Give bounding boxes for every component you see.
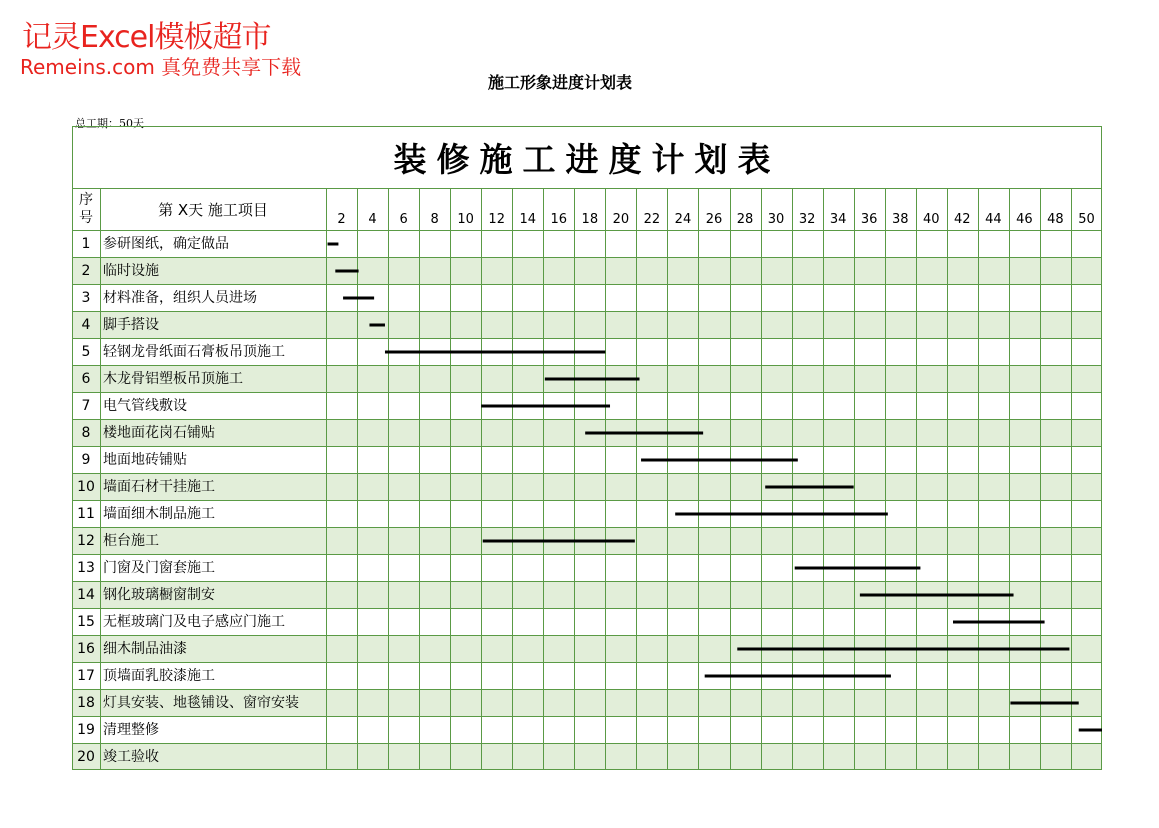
- task-seq: 13: [77, 560, 95, 576]
- day-label: 18: [581, 212, 599, 227]
- task-seq: 11: [77, 506, 95, 522]
- task-seq: 18: [77, 695, 95, 711]
- gantt-bar: [737, 648, 1069, 651]
- gantt-bar: [481, 405, 610, 408]
- gantt-sheet: [72, 126, 1102, 770]
- task-name: 清理整修: [103, 722, 159, 738]
- watermark-site: Remeins.com 真免费共享下载: [20, 55, 302, 79]
- task-seq: 6: [81, 371, 91, 387]
- day-label: 12: [488, 212, 505, 227]
- header-task: 第 X天 施工项目: [158, 200, 268, 219]
- task-name: 墙面石材干挂施工: [103, 479, 215, 495]
- day-label: 20: [612, 212, 630, 227]
- day-label: 50: [1078, 212, 1095, 227]
- task-name: 灯具安装、地毯铺设、窗帘安装: [103, 695, 299, 711]
- task-seq: 17: [77, 668, 95, 684]
- gantt-bar: [335, 270, 358, 273]
- document-title: 施工形象进度计划表: [487, 73, 632, 92]
- day-label: 38: [891, 212, 909, 227]
- gantt-bar: [795, 567, 921, 570]
- task-name: 临时设施: [103, 263, 159, 279]
- gantt-bar: [385, 351, 605, 354]
- gantt-bar: [1079, 729, 1102, 732]
- task-seq: 7: [81, 398, 91, 414]
- task-seq: 8: [81, 425, 91, 441]
- day-label: 6: [399, 212, 408, 227]
- day-label: 26: [705, 212, 723, 227]
- day-label: 34: [829, 212, 847, 227]
- day-label: 28: [736, 212, 754, 227]
- watermark-brand: 记灵Excel模板超市: [22, 20, 271, 55]
- gantt-bar: [343, 297, 374, 300]
- gantt-bar: [953, 621, 1045, 624]
- gantt-bar: [483, 540, 635, 543]
- task-name: 细木制品油漆: [103, 641, 187, 657]
- task-name: 脚手搭设: [103, 317, 159, 333]
- task-seq: 5: [81, 344, 91, 360]
- sheet-title: 装修施工进度计划表: [393, 139, 781, 179]
- task-seq: 2: [81, 263, 91, 279]
- task-name: 木龙骨铝塑板吊顶施工: [103, 371, 243, 387]
- day-label: 30: [767, 212, 785, 227]
- task-name: 墙面细木制品施工: [103, 506, 215, 522]
- gantt-bar: [369, 324, 385, 327]
- task-name: 柜台施工: [103, 533, 159, 549]
- total-period-label: 总工期：50天: [75, 117, 144, 130]
- task-seq: 16: [77, 641, 95, 657]
- day-label: 40: [922, 212, 940, 227]
- gantt-bar: [860, 594, 1014, 597]
- task-name: 钢化玻璃橱窗制安: [103, 587, 215, 603]
- gantt-bar: [545, 378, 640, 381]
- gantt-bar: [641, 459, 798, 462]
- task-name: 门窗及门窗套施工: [103, 560, 215, 576]
- day-label: 48: [1047, 212, 1064, 227]
- gantt-bar: [585, 432, 703, 435]
- task-name: 地面地砖铺贴: [103, 452, 187, 468]
- task-name: 电气管线敷设: [103, 398, 187, 414]
- gantt-bar: [1010, 702, 1078, 705]
- gantt-bar: [675, 513, 888, 516]
- day-label: 2: [337, 212, 346, 227]
- day-label: 22: [643, 212, 661, 227]
- day-label: 44: [985, 212, 1002, 227]
- day-label: 14: [519, 212, 537, 227]
- header-seq-char-2: 号: [79, 210, 93, 226]
- day-label: 10: [457, 212, 474, 227]
- day-label: 46: [1016, 212, 1033, 227]
- task-seq: 14: [77, 587, 95, 603]
- task-seq: 12: [77, 533, 95, 549]
- task-seq: 10: [77, 479, 95, 495]
- task-seq: 19: [77, 722, 95, 738]
- task-seq: 4: [81, 317, 91, 333]
- task-seq: 20: [77, 749, 95, 765]
- header-seq: [72, 188, 100, 230]
- task-seq: 15: [77, 614, 95, 630]
- gantt-bar: [328, 243, 339, 246]
- task-seq: 3: [81, 290, 91, 306]
- task-name: 竣工验收: [103, 749, 159, 765]
- day-label: 4: [368, 212, 377, 227]
- task-name: 材料准备，组织人员进场: [103, 290, 257, 306]
- day-label: 36: [860, 212, 878, 227]
- task-seq: 9: [81, 452, 91, 468]
- header-seq-char-1: 序: [79, 192, 93, 208]
- task-name: 参研图纸，确定做品: [103, 236, 229, 252]
- gantt-bar: [705, 675, 891, 678]
- task-name: 轻钢龙骨纸面石膏板吊顶施工: [103, 344, 285, 360]
- day-label: 24: [674, 212, 692, 227]
- day-label: 32: [798, 212, 816, 227]
- task-seq: 1: [81, 236, 91, 252]
- task-name: 无框玻璃门及电子感应门施工: [103, 614, 285, 630]
- day-label: 16: [550, 212, 568, 227]
- task-name: 楼地面花岗石铺贴: [103, 425, 215, 441]
- day-label: 42: [954, 212, 971, 227]
- day-label: 8: [430, 212, 439, 227]
- task-name: 顶墙面乳胶漆施工: [103, 668, 215, 684]
- gantt-bar: [765, 486, 853, 489]
